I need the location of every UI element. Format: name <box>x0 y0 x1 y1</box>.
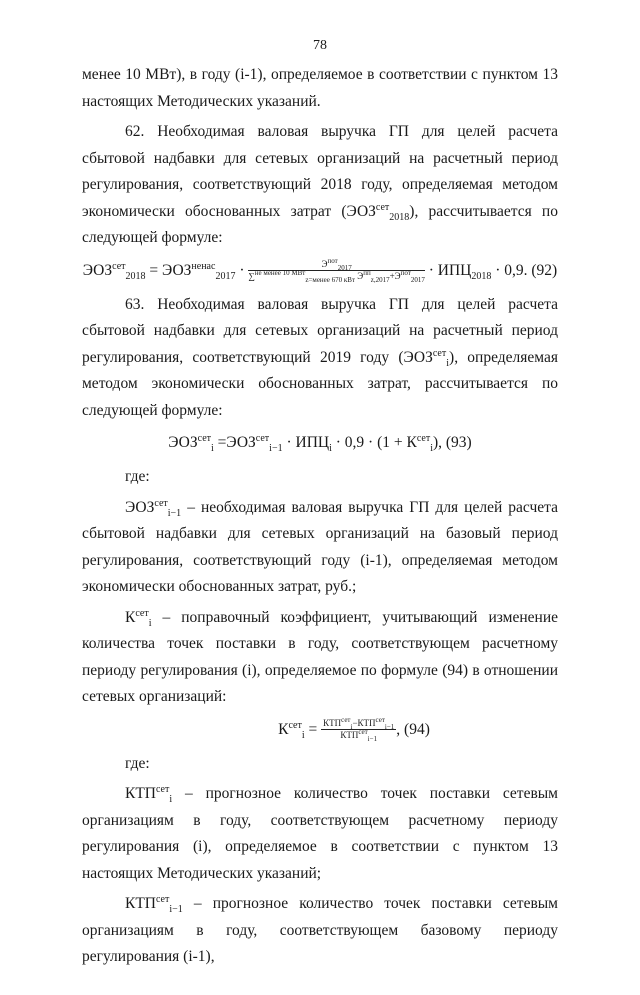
text: менее 10 МВт), в году (i-1), определяемое в соответствии с пунктом 13 настоящих Методических указаний. <box>82 66 558 110</box>
t: +Э <box>389 271 401 282</box>
t: сет <box>135 607 149 619</box>
t: ненас <box>191 260 216 272</box>
text: ), рассчитывается по следующей формуле: <box>82 202 558 246</box>
t: z,2017 <box>370 276 390 285</box>
t: КТП <box>323 718 342 729</box>
t: i−1 <box>169 904 183 916</box>
t: сет <box>288 719 302 731</box>
t: i−1 <box>167 507 182 519</box>
t: ЭОЗ <box>168 434 198 451</box>
formula-92: $ЭОЗ^{сет}_{2018} = ЭОЗ^{ненас}_{2017}$ · $\frac{Э^{пот}_{2017}}{\sum^{не менее 10 МВт}_{z=менее 670 кВт} Э^{пп}_{z,2017}+Э^{пот}_{2017}}$ · $ИПЦ_{2018} \cdot 0,9$. (92) <box>82 257 558 285</box>
t: · 0,9. (92) <box>491 261 558 279</box>
definition-ktp-prev <box>82 891 558 971</box>
text: ), определяемая методом экономически обоснованных затрат, рассчитывается по следующей формуле: <box>82 348 558 419</box>
t: – прогнозное количество точек поставки сетевым организациям в году, соответствующем базовому периоду регулирования (i-1), <box>82 895 558 965</box>
t: 2017 <box>410 276 425 285</box>
t: i−1 <box>384 723 395 732</box>
t: сет <box>156 893 170 905</box>
t: i <box>430 443 433 455</box>
fraction <box>248 257 425 285</box>
t: i <box>301 729 305 741</box>
t: i <box>350 723 353 732</box>
t: К <box>125 608 136 626</box>
formula-94 <box>82 717 558 743</box>
t: сет <box>375 716 385 725</box>
t: · ИПЦ <box>282 434 330 451</box>
t: сет <box>197 432 212 444</box>
sup: сет <box>432 347 447 359</box>
definition-k <box>82 605 558 711</box>
definition-ktp <box>82 781 558 887</box>
t: z=менее 670 кВт <box>305 276 356 285</box>
t: К <box>278 720 289 738</box>
t: Э <box>355 271 364 282</box>
sup: сет <box>375 201 390 213</box>
t: i−1 <box>269 443 283 455</box>
sub: i <box>446 357 450 369</box>
definition-eoz <box>82 495 558 601</box>
paragraph-63 <box>82 292 558 425</box>
t: = ЭОЗ <box>145 261 192 279</box>
t: 2017 <box>215 270 236 282</box>
text: 62. Необходимая валовая выручка ГП для целей расчета сбытовой надбавки для сетевых организаций на расчетный период регулирования, соответствующий 2018 году, определяемая методом экономически обоснованных затрат (ЭОЗ <box>82 123 558 220</box>
t: сет <box>154 497 168 509</box>
t: сет <box>358 728 368 737</box>
t: КТП <box>125 785 156 802</box>
t: i <box>169 794 173 806</box>
t: не менее 10 МВт <box>254 269 306 278</box>
t: – поправочный коэффициент, учитывающий изменение количества точек поставки в году, соответствующем расчетному периоду регулирования (i), определяемое по формуле (94) в отношении сетевых организаций: <box>82 608 558 705</box>
text: 63. Необходимая валовая выручка ГП для целей расчета сбытовой надбавки для сетевых организаций на расчетный период регулирования, соответствующий 2019 году (ЭОЗ <box>82 295 558 366</box>
t: ), (93) <box>432 434 472 451</box>
t: сет <box>341 716 351 725</box>
t: · ИПЦ <box>428 261 472 279</box>
t: пп <box>363 269 371 278</box>
t: i <box>148 617 152 629</box>
t: ЭОЗ <box>82 261 113 279</box>
t: 2018 <box>471 270 492 282</box>
t: сет <box>112 260 126 272</box>
fraction <box>321 716 396 744</box>
t: – прогнозное количество точек поставки сетевым организациям в году, соответствующем расчетному периоду регулирования (i), определяемое в соответствии с пунктом 13 настоящих Методических указаний; <box>82 785 558 882</box>
t: сет <box>416 432 431 444</box>
t: −КТП <box>352 718 376 729</box>
t: i <box>211 443 214 455</box>
t: , (94) <box>396 720 430 738</box>
t: 2018 <box>125 270 146 282</box>
paragraph-62 <box>82 119 558 252</box>
paragraph-continuation <box>82 62 558 115</box>
t: · 0,9 · (1 + К <box>331 434 417 451</box>
t: = <box>304 720 322 738</box>
t: ∑ <box>248 271 255 282</box>
t: i <box>329 443 332 455</box>
t: =ЭОЗ <box>213 434 256 451</box>
where-label: где: <box>125 754 150 772</box>
t: КТП <box>340 730 359 741</box>
t: сет <box>156 783 170 795</box>
page-number: 78 <box>313 38 327 53</box>
t: пот <box>327 257 338 266</box>
t: сет <box>255 432 270 444</box>
sub: 2018 <box>389 211 410 223</box>
t: i−1 <box>367 735 378 744</box>
t: КТП <box>125 895 156 912</box>
t: ЭОЗ <box>125 498 155 516</box>
t: 2017 <box>337 264 352 273</box>
t: пот <box>400 269 411 278</box>
t: Э <box>321 259 328 270</box>
formula-93 <box>82 430 558 456</box>
t: – необходимая валовая выручка ГП для целей расчета сбытовой надбавки для сетевых организаций на базовый период регулирования, соответствующий году (i-1), определяемая методом экономически обоснованных затрат, руб.; <box>82 498 558 595</box>
where-label: где: <box>125 468 150 485</box>
